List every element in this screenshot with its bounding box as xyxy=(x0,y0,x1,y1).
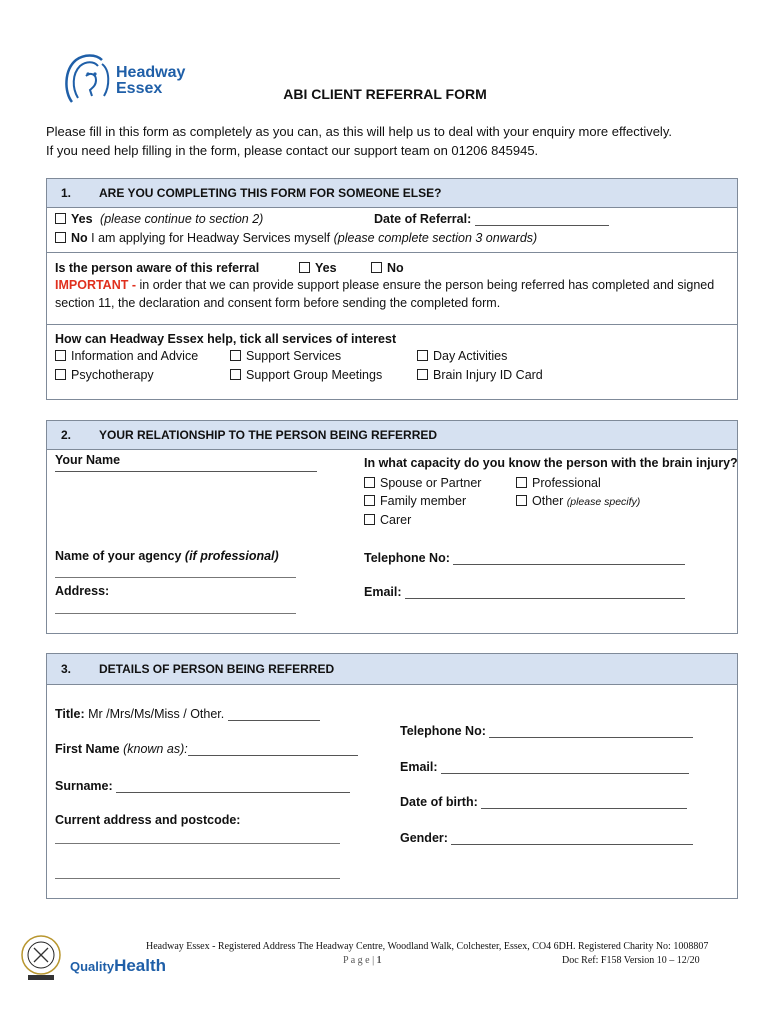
address-2-field[interactable] xyxy=(55,613,296,614)
aware-no-checkbox[interactable] xyxy=(371,262,382,273)
surname xyxy=(55,779,350,793)
title-field-label: Title: xyxy=(55,707,85,721)
service-day-checkbox[interactable] xyxy=(417,350,428,361)
service-idcard xyxy=(417,368,543,382)
section-2-header xyxy=(47,421,737,450)
date-of-referral-field[interactable] xyxy=(475,225,609,226)
qh-quality-text: Quality xyxy=(70,959,115,974)
aware-yes-label: Yes xyxy=(315,261,337,275)
aware-yes-checkbox[interactable] xyxy=(299,262,310,273)
telephone-3 xyxy=(400,724,693,738)
section-3-number: 3. xyxy=(61,662,72,676)
date-of-referral-label: Date of Referral: xyxy=(374,212,472,226)
no-text: I am applying for Headway Services myself xyxy=(91,231,331,245)
first-name-label: First Name xyxy=(55,742,120,756)
aware-label: Is the person aware of this referral xyxy=(55,261,260,275)
service-group-checkbox[interactable] xyxy=(230,369,241,380)
page-number: P a g e | 1 xyxy=(343,955,382,966)
logo-text-line1: Headway xyxy=(116,64,186,81)
opt-family-label: Family member xyxy=(380,494,467,508)
section-1 xyxy=(46,178,738,400)
no-note: (please complete section 3 onwards) xyxy=(333,231,538,245)
divider xyxy=(47,324,737,325)
qh-health-text: Health xyxy=(114,956,167,975)
current-address-field-1[interactable] xyxy=(55,843,340,844)
service-info xyxy=(55,349,198,363)
page-label: P a g e xyxy=(343,955,370,966)
title-other-field[interactable] xyxy=(228,720,320,721)
opt-other-checkbox[interactable] xyxy=(516,495,527,506)
telephone-2 xyxy=(364,551,685,565)
service-info-checkbox[interactable] xyxy=(55,350,66,361)
opt-other xyxy=(516,494,640,508)
service-group-label: Support Group Meetings xyxy=(246,368,383,382)
email-2-label: Email: xyxy=(364,585,402,599)
service-psycho-checkbox[interactable] xyxy=(55,369,66,380)
section-3 xyxy=(46,653,738,899)
service-psycho xyxy=(55,368,154,382)
email-3-field[interactable] xyxy=(441,773,689,774)
current-address-label: Current address and postcode: xyxy=(55,813,241,827)
logo-text-line2: Essex xyxy=(116,80,163,97)
opt-spouse-label: Spouse or Partner xyxy=(380,476,482,490)
agency-note: (if professional) xyxy=(184,549,279,563)
title-options: Mr /Mrs/Ms/Miss / Other. xyxy=(88,707,225,721)
section-1-header xyxy=(47,179,737,208)
opt-carer xyxy=(364,513,411,527)
gender-field[interactable] xyxy=(451,844,693,845)
section-3-title: DETAILS OF PERSON BEING REFERRED xyxy=(99,662,335,676)
gender-label: Gender: xyxy=(400,831,448,845)
surname-field[interactable] xyxy=(116,792,350,793)
intro-line-2: If you need help filling in the form, please contact our support team on 01206 845945. xyxy=(46,143,539,158)
your-name-label: Your Name xyxy=(55,453,121,467)
divider xyxy=(47,252,737,253)
yes-option xyxy=(55,212,263,226)
dob-field[interactable] xyxy=(481,808,687,809)
current-address-field-2[interactable] xyxy=(55,878,340,879)
doc-ref: Doc Ref: F158 Version 10 – 12/20 xyxy=(562,955,700,966)
opt-family-checkbox[interactable] xyxy=(364,495,375,506)
important-line-1 xyxy=(55,278,714,292)
opt-professional-label: Professional xyxy=(532,476,601,490)
section-1-number: 1. xyxy=(61,186,72,200)
service-support-label: Support Services xyxy=(246,349,342,363)
email-3 xyxy=(400,760,689,774)
no-label: No xyxy=(71,231,88,245)
email-2 xyxy=(364,585,685,599)
service-info-label: Information and Advice xyxy=(71,349,199,363)
section-2 xyxy=(46,420,738,634)
opt-carer-checkbox[interactable] xyxy=(364,514,375,525)
service-psycho-label: Psychotherapy xyxy=(71,368,154,382)
surname-label: Surname: xyxy=(55,779,113,793)
no-checkbox[interactable] xyxy=(55,232,66,243)
important-label: IMPORTANT - xyxy=(55,278,137,292)
no-option xyxy=(55,231,537,245)
opt-other-label: Other xyxy=(532,494,564,508)
telephone-2-field[interactable] xyxy=(453,564,685,565)
opt-spouse xyxy=(364,476,481,490)
yes-label: Yes xyxy=(71,212,93,226)
service-group xyxy=(230,368,382,382)
form-title: ABI CLIENT REFERRAL FORM xyxy=(283,86,487,102)
service-idcard-checkbox[interactable] xyxy=(417,369,428,380)
first-name-note: (known as): xyxy=(123,742,188,756)
service-support-checkbox[interactable] xyxy=(230,350,241,361)
title-field xyxy=(55,707,320,721)
footer-address: Headway Essex - Registered Address The Headway Centre, Woodland Walk, Colchester, Essex, CO4 6DH. Registered Charity No: 1008807 xyxy=(146,941,709,952)
email-2-field[interactable] xyxy=(405,598,685,599)
opt-spouse-checkbox[interactable] xyxy=(364,477,375,488)
section-3-header xyxy=(47,654,737,685)
address-2-label: Address: xyxy=(55,584,110,598)
aware-yes-option xyxy=(299,261,337,275)
gender xyxy=(400,831,693,845)
seal-icon xyxy=(18,934,64,982)
intro-text xyxy=(46,122,736,160)
dob xyxy=(400,795,687,809)
opt-family xyxy=(364,494,466,508)
section-1-title: ARE YOU COMPLETING THIS FORM FOR SOMEONE ELSE? xyxy=(99,186,442,200)
important-text-1: in order that we can provide support please ensure the person being referred has completed and signed xyxy=(139,278,715,292)
first-name-field[interactable] xyxy=(188,755,358,756)
dob-label: Date of birth: xyxy=(400,795,478,809)
capacity-question: In what capacity do you know the person with the brain injury? xyxy=(364,456,738,470)
agency-label-text: Name of your agency xyxy=(55,549,182,563)
intro-line-1: Please fill in this form as completely as you can, as this will help us to deal with your enquiry more effectively. xyxy=(46,124,672,139)
qualityhealth-logo xyxy=(70,956,166,976)
aware-no-label: No xyxy=(387,261,404,275)
telephone-3-label: Telephone No: xyxy=(400,724,486,738)
section-2-title: YOUR RELATIONSHIP TO THE PERSON BEING REFERRED xyxy=(99,428,438,442)
services-label: How can Headway Essex help, tick all services of interest xyxy=(55,332,397,346)
telephone-2-label: Telephone No: xyxy=(364,551,450,565)
aware-no-option xyxy=(371,261,404,275)
opt-carer-label: Carer xyxy=(380,513,412,527)
section-2-number: 2. xyxy=(61,428,72,442)
important-text-2: section 11, the declaration and consent form before sending the completed form. xyxy=(55,296,501,310)
yes-note: (please continue to section 2) xyxy=(100,212,264,226)
service-day xyxy=(417,349,507,363)
email-3-label: Email: xyxy=(400,760,438,774)
agency-label xyxy=(55,549,279,563)
service-support xyxy=(230,349,341,363)
opt-professional-checkbox[interactable] xyxy=(516,477,527,488)
your-name-field[interactable] xyxy=(55,471,317,472)
service-idcard-label: Brain Injury ID Card xyxy=(433,368,543,382)
telephone-3-field[interactable] xyxy=(489,737,693,738)
page-num: 1 xyxy=(376,955,382,966)
service-day-label: Day Activities xyxy=(433,349,508,363)
yes-checkbox[interactable] xyxy=(55,213,66,224)
first-name xyxy=(55,742,358,756)
opt-professional xyxy=(516,476,601,490)
date-of-referral xyxy=(374,212,609,226)
opt-other-note: (please specify) xyxy=(566,496,641,508)
agency-field[interactable] xyxy=(55,577,296,578)
quality-seal xyxy=(18,934,66,982)
